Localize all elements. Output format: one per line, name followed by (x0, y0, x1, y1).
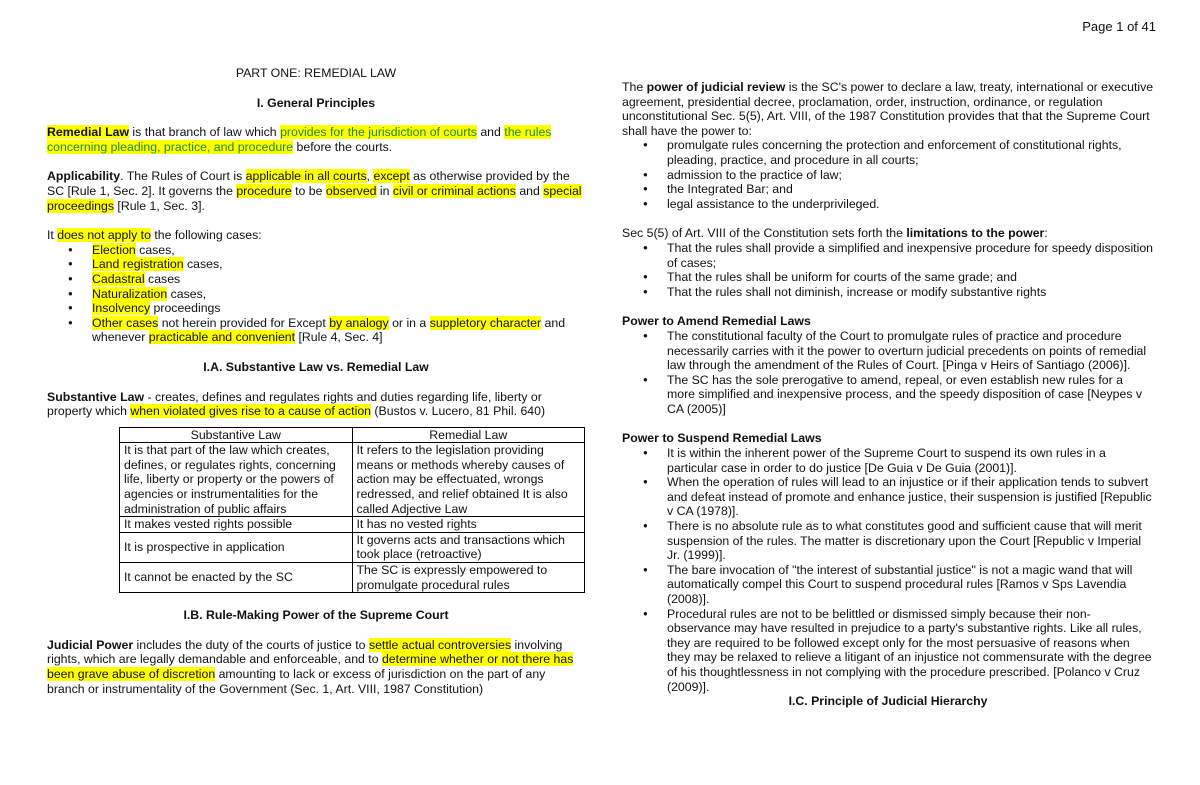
section-ib-title: I.B. Rule-Making Power of the Supreme Court (183, 608, 449, 623)
substantive-law-definition: Substantive Law - creates, defines and regulates rights and duties regarding life, liberty or property which when violated gives rise to a cause of action (Bustos v. Lucero, 81 Phil. 640) (47, 389, 546, 419)
limitations-list (622, 241, 1154, 299)
highlight: when violated gives rise to a cause of action (130, 404, 372, 419)
list-item: ● There is no absolute rule as to what constitutes good and sufficient cause that will merit suspension of the rules. The matter is discretionary upon the Court [Republic v Imperial Jr. (1999)]. (667, 519, 1154, 563)
list-item: ● Procedural rules are not to be belittled or dismissed simply because their non-observance may have resulted in prejudice to a party's substantive rights. Like all rules, they are required to be followed except only for the most persuasive of reasons when they may be relaxed to relieve a litigant of an injustice not commensurate with the degree of his thoughtlessness in not complying with the procedure prescribed. [Polanco v Cruz (2009)]. (667, 607, 1154, 695)
substantive-law-term: Substantive Law (47, 389, 145, 404)
table-header-row (120, 427, 585, 443)
table-cell: The SC is expressly empowered to promulgate procedural rules (352, 563, 585, 593)
list-item: ● That the rules shall provide a simplified and inexpensive procedure for speedy disposition of cases; (667, 241, 1154, 270)
right-column (622, 80, 1154, 709)
table-cell: It is prospective in application (120, 532, 353, 562)
list-item: ● the Integrated Bar; and (667, 182, 1154, 197)
table-header: Remedial Law (352, 427, 585, 443)
list-item: ● That the rules shall be uniform for courts of the same grade; and (667, 270, 1154, 285)
list-item: ● legal assistance to the underprivileged. (667, 197, 1154, 212)
highlight: settle actual controversies (368, 637, 512, 652)
highlight: determine whether or not there has been grave abuse of discretion (47, 652, 574, 681)
table-cell: It is that part of the law which creates, defines, or regulates rights, concerning life, liberty or property or the powers of agencies or instrumentalities for the administration of public affairs (120, 443, 353, 517)
part-title: PART ONE: REMEDIAL LAW (235, 66, 397, 80)
table-cell: It refers to the legislation providing means or methods whereby causes of action may be effectuated, wrongs redressed, and relief obtained It is also called Adjective Law (352, 443, 585, 517)
list-item: ● Insolvency proceedings (92, 301, 585, 316)
limitations-paragraph: Sec 5(5) of Art. VIII of the Constitution sets forth the limitations to the power: (622, 226, 1048, 241)
list-item: ● admission to the practice of law; (667, 168, 1154, 183)
table-cell: It makes vested rights possible (120, 517, 353, 533)
list-item: ● Naturalization cases, (92, 287, 585, 302)
table-cell: It has no vested rights (352, 517, 585, 533)
highlight: except (373, 169, 410, 184)
highlight: provides for the jurisdiction of courts (280, 125, 477, 140)
section-ia-title: I.A. Substantive Law vs. Remedial Law (203, 359, 429, 374)
suspend-title: Power to Suspend Remedial Laws (622, 431, 822, 446)
table-row (120, 443, 585, 517)
list-item: ● That the rules shall not diminish, increase or modify substantive rights (667, 285, 1154, 300)
table-row (120, 532, 585, 562)
list-item: ● Land registration cases, (92, 257, 585, 272)
list-item: ● The constitutional faculty of the Court to promulgate rules of practice and procedure necessarily carries with it the power to overturn judicial precedents on points of remedial law through the amendment of the Rules of Court. [Pinga v Heirs of Santiago (2006)]. (667, 329, 1154, 373)
list-item: ● The bare invocation of "the interest of substantial justice" is not a magic wand that will automatically compel this Court to suspend procedural rules [Ramos v Sps Lavendia (2008)]. (667, 563, 1154, 607)
table-cell: It governs acts and transactions which took place (retroactive) (352, 532, 585, 562)
highlight: applicable in all courts (245, 169, 367, 184)
judicial-power-term: Judicial Power (47, 637, 134, 652)
remedial-law-definition: Remedial Law is that branch of law which provides for the jurisdiction of courts and the rules concerning pleading, practice, and procedure before the courts. (47, 125, 552, 154)
table-cell: It cannot be enacted by the SC (120, 563, 353, 593)
section-title: I. General Principles (256, 95, 376, 110)
remedial-law-term: Remedial Law (47, 125, 130, 140)
highlight: the rules concerning pleading, practice, and procedure (47, 125, 552, 154)
table-row (120, 517, 585, 533)
list-item: ● It is within the inherent power of the Supreme Court to suspend its own rules in a particular case in order to do justice [De Guia v De Guia (2001)]. (667, 446, 1154, 475)
left-column (47, 66, 585, 696)
list-item: ● Other cases not herein provided for Except by analogy or in a suppletory character and whenever practicable and convenient [Rule 4, Sec. 4] (92, 316, 585, 345)
table-row (120, 563, 585, 593)
page-number: Page 1 of 41 (1082, 19, 1156, 34)
table-header: Substantive Law (120, 427, 353, 443)
highlight: does not apply to (57, 228, 151, 243)
list-item: ● Election cases, (92, 243, 585, 258)
applicability-term: Applicability (47, 169, 121, 184)
list-item: ● Cadastral cases (92, 272, 585, 287)
highlight: special proceedings (47, 183, 582, 213)
suspend-list (622, 446, 1154, 694)
applicability-paragraph: Applicability. The Rules of Court is applicable in all courts, except as otherwise provided by the SC [Rule 1, Sec. 2]. It governs the procedure to be observed in civil or criminal actions and special proceedings [Rule 1, Sec. 3]. (47, 169, 582, 213)
judicial-power-paragraph: Judicial Power includes the duty of the courts of justice to settle actual controversies involving rights, which are legally demandable and enforceable, and to determine whether or not there has been grave abuse of discretion amounting to lack or excess of jurisdiction on the part of any branch or instrumentality of the Government (Sec. 1, Art. VIII, 1987 Constitution) (47, 637, 574, 696)
list-item: ● The SC has the sole prerogative to amend, repeal, or even establish new rules for a more simplified and inexpensive process, and the speedy disposition of case [Neypes v CA (2005)] (667, 373, 1154, 417)
highlight: observed (325, 183, 377, 198)
list-item: ● promulgate rules concerning the protection and enforcement of constitutional rights, pleading, practice, and procedure in all courts; (667, 138, 1154, 167)
list-item: ● When the operation of rules will lead to an injustice or if their application tends to subvert and defeat instead of promote and enhance justice, their suspension is justified [Republic v CA (1978)]. (667, 475, 1154, 519)
judicial-review-term: power of judicial review (646, 80, 786, 94)
powers-list (622, 138, 1154, 211)
judicial-review-paragraph: The power of judicial review is the SC's power to declare a law, treaty, international or executive agreement, presidential decree, proclamation, order, instruction, ordinance, or regulation unconstitutional Sec. 5(5), Art. VIII, of the 1987 Constitution provides that that the Supreme Court shall have the power to: (622, 80, 1154, 138)
highlight: civil or criminal actions (392, 183, 516, 198)
not-apply-paragraph: It does not apply to the following cases: (47, 228, 262, 243)
section-ic-title: I.C. Principle of Judicial Hierarchy (788, 694, 988, 709)
limitations-term: limitations to the power (906, 226, 1045, 241)
amend-title: Power to Amend Remedial Laws (622, 314, 811, 329)
amend-list (622, 329, 1154, 417)
comparison-table (119, 427, 585, 594)
excluded-cases-list (47, 243, 585, 345)
highlight: procedure (236, 183, 292, 198)
